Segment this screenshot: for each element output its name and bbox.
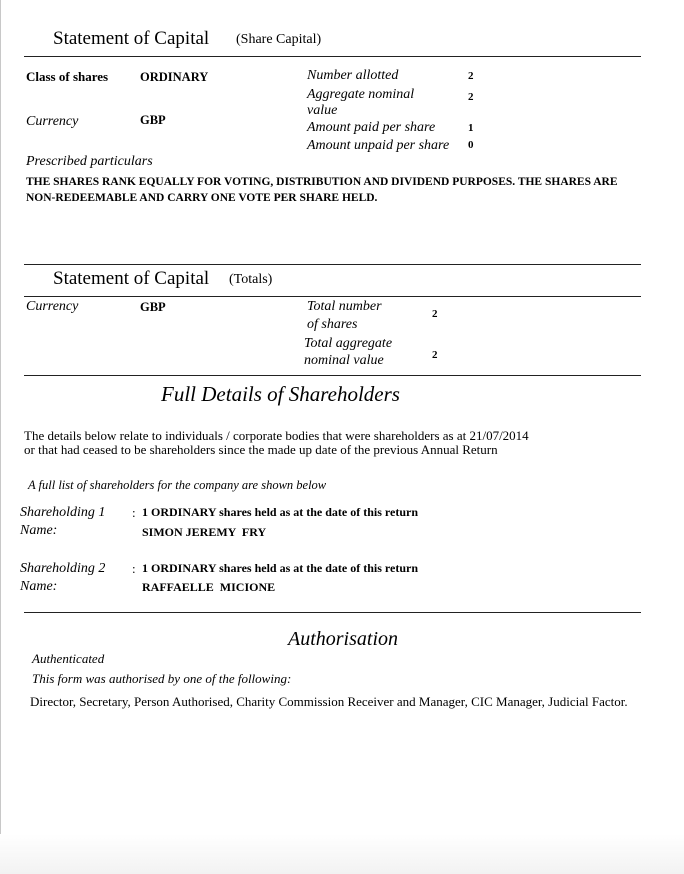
section-divider <box>24 375 641 376</box>
shareholding-shares-text: 1 ORDINARY shares held as at the date of this return <box>142 561 419 575</box>
amount-paid-value: 1 <box>468 122 474 134</box>
authorised-roles-text: Director, Secretary, Person Authorised, Charity Commission Receiver and Manager, CIC Manager, Judicial Factor. <box>30 694 628 709</box>
shareholding-colon: : <box>132 561 136 576</box>
shareholding-label: Shareholding 2 <box>20 561 106 576</box>
page-edge <box>0 0 1 874</box>
totals-currency-value: GBP <box>140 300 166 314</box>
section-divider <box>24 56 641 57</box>
section-divider <box>24 264 641 265</box>
prescribed-particulars-line-1: THE SHARES RANK EQUALLY FOR VOTING, DISTRIBUTION AND DIVIDEND PURPOSES. THE SHARES ARE <box>26 176 618 188</box>
total-number-value: 2 <box>432 308 438 320</box>
class-of-shares-value: ORDINARY <box>140 70 209 84</box>
total-aggregate-value: 2 <box>432 349 438 361</box>
class-of-shares-label: Class of shares <box>26 69 109 84</box>
section-divider <box>24 612 641 613</box>
shareholder-name-value: RAFFAELLE MICIONE <box>142 580 276 594</box>
section-divider <box>24 296 641 297</box>
total-number-label-cont: of shares <box>307 317 358 332</box>
prescribed-particulars-label: Prescribed particulars <box>26 154 153 169</box>
shareholder-name-label: Name: <box>20 523 58 538</box>
amount-unpaid-value: 0 <box>468 139 474 151</box>
total-number-label: Total number <box>307 299 382 314</box>
shareholders-heading: Full Details of Shareholders <box>161 382 400 406</box>
authenticated-label: Authenticated <box>32 651 105 666</box>
shareholders-intro-line-1: The details below relate to individuals / corporate bodies that were shareholders as at 21/07/2014 <box>24 428 529 443</box>
authorised-by-text: This form was authorised by one of the following: <box>32 671 292 686</box>
number-allotted-label: Number allotted <box>307 68 399 83</box>
shareholder-name-value: SIMON JEREMY FRY <box>142 525 267 539</box>
shareholders-list-note: A full list of shareholders for the company are shown below <box>28 478 327 492</box>
total-aggregate-label-cont: nominal value <box>304 353 384 368</box>
shareholding-shares-text: 1 ORDINARY shares held as at the date of this return <box>142 505 419 519</box>
prescribed-particulars-line-2: NON-REDEEMABLE AND CARRY ONE VOTE PER SHARE HELD. <box>26 192 378 204</box>
currency-value: GBP <box>140 113 166 127</box>
amount-unpaid-label: Amount unpaid per share <box>307 138 450 153</box>
totals-currency-label: Currency <box>26 299 79 314</box>
shareholder-name-label: Name: <box>20 579 58 594</box>
amount-paid-label: Amount paid per share <box>307 120 436 135</box>
number-allotted-value: 2 <box>468 70 474 82</box>
shareholding-colon: : <box>132 505 136 520</box>
share-capital-title: Statement of Capital <box>53 28 210 49</box>
aggregate-nominal-value: 2 <box>468 91 474 103</box>
aggregate-nominal-label: Aggregate nominal <box>307 87 415 102</box>
aggregate-nominal-label-cont: value <box>307 103 338 118</box>
shareholders-intro-line-2: or that had ceased to be shareholders since the made up date of the previous Annual Return <box>24 442 498 457</box>
currency-label: Currency <box>26 114 79 129</box>
shareholding-label: Shareholding 1 <box>20 505 106 520</box>
page-bottom-shade <box>0 834 684 874</box>
totals-subtitle: (Totals) <box>229 272 273 287</box>
share-capital-subtitle: (Share Capital) <box>236 32 322 47</box>
authorisation-heading: Authorisation <box>288 628 399 650</box>
totals-title: Statement of Capital <box>53 268 210 289</box>
total-aggregate-label: Total aggregate <box>304 336 393 351</box>
